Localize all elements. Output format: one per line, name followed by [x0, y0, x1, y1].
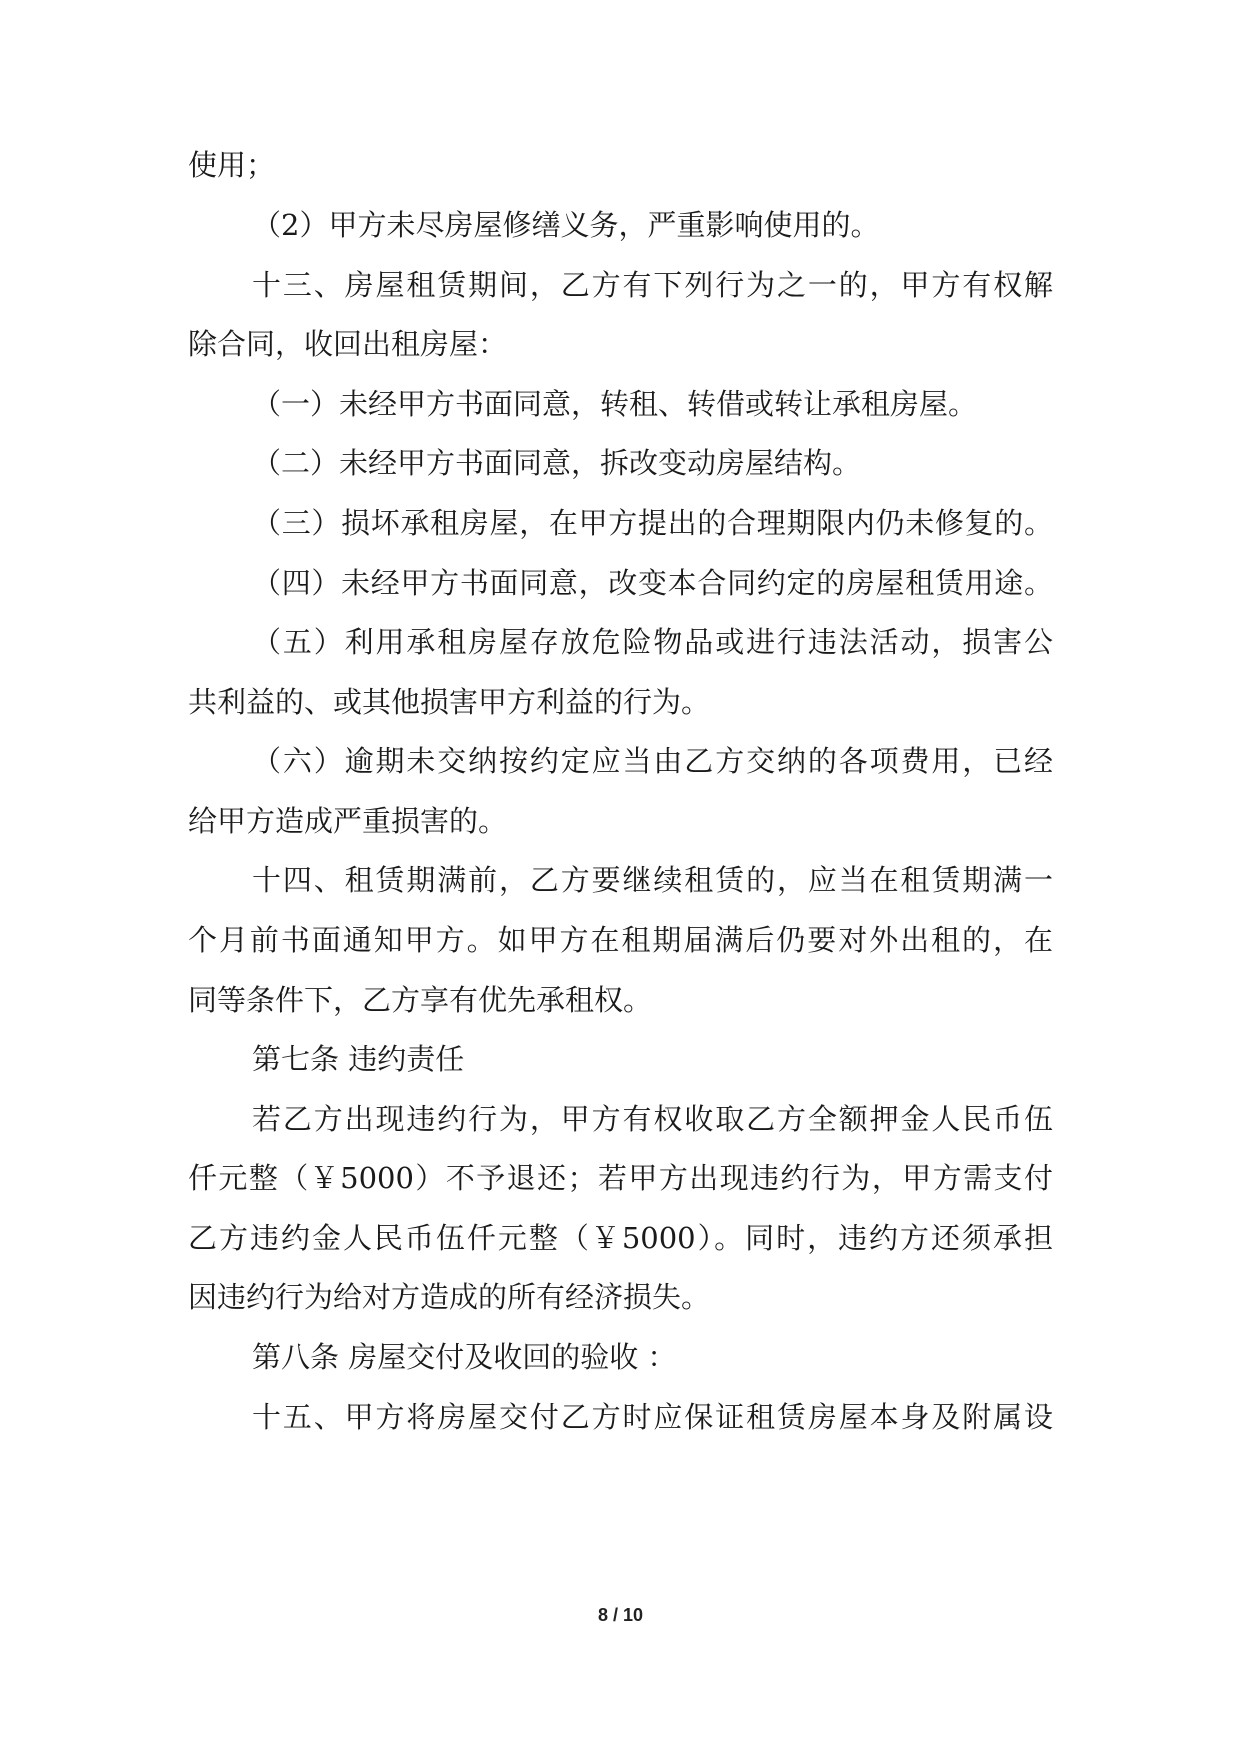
page-number: 8 / 10 — [597, 1605, 644, 1625]
section-heading: 第八条 房屋交付及收回的验收 ： — [252, 1340, 677, 1374]
text-line: （二）未经甲方书面同意，拆改变动房屋结构。 — [252, 446, 862, 480]
text-line: （四）未经甲方书面同意，改变本合同约定的房屋租赁用途。 — [252, 566, 1053, 600]
text-line: 因违约行为给对方造成的所有经济损失。 — [188, 1280, 711, 1314]
text-line: 除合同，收回出租房屋： — [188, 327, 508, 361]
text-line: （一）未经甲方书面同意，转租、转借或转让承租房屋。 — [252, 387, 978, 421]
text-line: 十三、房屋租赁期间，乙方有下列行为之一的，甲方有权解 — [252, 268, 1053, 302]
text-line: 十四、租赁期满前，乙方要继续租赁的，应当在租赁期满一 — [252, 863, 1053, 897]
text-line: 同等条件下，乙方享有优先承租权。 — [188, 983, 653, 1017]
section-heading: 第七条 违约责任 — [252, 1042, 465, 1076]
text-line: （六）逾期未交纳按约定应当由乙方交纳的各项费用，已经 — [252, 744, 1053, 778]
text-line: 给甲方造成严重损害的。 — [188, 804, 508, 838]
text-line: 十五、甲方将房屋交付乙方时应保证租赁房屋本身及附属设 — [252, 1400, 1053, 1434]
text-line: （三）损坏承租房屋，在甲方提出的合理期限内仍未修复的。 — [252, 506, 1053, 540]
text-line: 仟元整（￥5000）不予退还；若甲方出现违约行为，甲方需支付 — [188, 1161, 1053, 1195]
text-line: 个月前书面通知甲方。如甲方在租期届满后仍要对外出租的，在 — [188, 923, 1053, 957]
text-line: 共利益的、或其他损害甲方利益的行为。 — [188, 685, 711, 719]
text-line: 若乙方出现违约行为，甲方有权收取乙方全额押金人民币伍 — [252, 1102, 1053, 1136]
text-line: （五）利用承租房屋存放危险物品或进行违法活动，损害公 — [252, 625, 1053, 659]
text-line: 使用； — [188, 148, 276, 182]
text-line: 乙方违约金人民币伍仟元整（￥5000）。同时，违约方还须承担 — [188, 1221, 1053, 1255]
text-line: （2）甲方未尽房屋修缮义务，严重影响使用的。 — [252, 208, 880, 242]
